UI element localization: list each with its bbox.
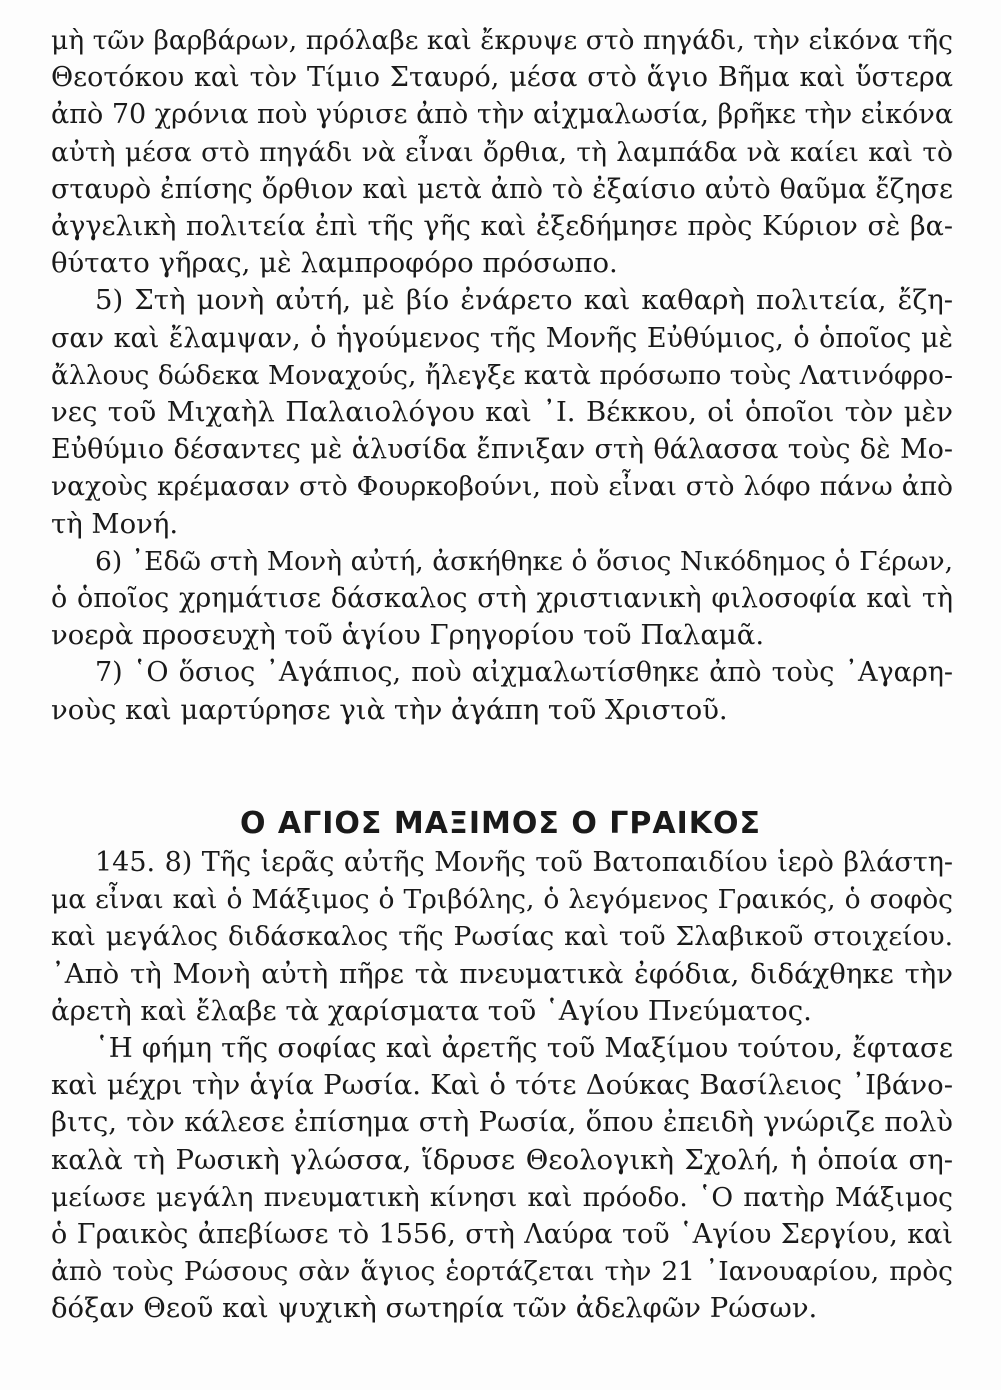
paragraph-item-7 (51, 654, 953, 728)
text-line: ναχοὺς κρέμασαν στὸ Φουρκοβούνι, ποὺ εἶναι στὸ λόφο πάνω ἀπὸ (51, 471, 953, 503)
text-line: ἀγγελικὴ πολιτεία ἐπὶ τῆς γῆς καὶ ἐξεδήμησε πρὸς Κύριον σὲ βα- (51, 211, 953, 243)
text-section-top (51, 22, 953, 729)
text-line: βιτς, τὸν κάλεσε ἐπίσημα στὴ Ρωσία, ὅπου ἐπειδὴ γνώριζε πολὺ (51, 1106, 953, 1139)
text-line: ἀρετὴ καὶ ἔλαβε τὰ χαρίσματα τοῦ ῾Αγίου Πνεύματος. (51, 994, 812, 1027)
text-line: ᾽Απὸ τὴ Μονὴ αὐτὴ πῆρε τὰ πνευματικὰ ἐφόδια, διδάχθηκε τὴν (51, 957, 953, 990)
paragraph-item-5 (51, 282, 953, 542)
text-line: δόξαν Θεοῦ καὶ ψυχικὴ σωτηρία τῶν ἀδελφῶν Ρώσων. (51, 1292, 818, 1325)
text-line: μὴ τῶν βαρβάρων, πρόλαβε καὶ ἔκρυψε στὸ πηγάδι, τὴν εἰκόνα τῆς (51, 25, 953, 56)
text-line: ἄλλους δώδεκα Μοναχούς, ἤλεγξε κατὰ πρόσωπο τοὺς Λατινόφρο- (51, 359, 953, 391)
text-line: μα εἶναι καὶ ὁ Μάξιμος ὁ Τριβόλης, ὁ λεγόμενος Γραικός, ὁ σοφὸς (51, 884, 953, 916)
paragraph-item-6 (51, 543, 953, 655)
text-line: Εὐθύμιο δέσαντες μὲ ἁλυσίδα ἔπνιξαν στὴ θάλασσα τοὺς δὲ Μο- (51, 434, 953, 466)
text-line: αὐτὴ μέσα στὸ πηγάδι νὰ εἶναι ὄρθια, τὴ λαμπάδα νὰ καίει καὶ τὸ (51, 136, 953, 168)
text-line: σταυρὸ ἐπίσης ὄρθιον καὶ μετὰ ἀπὸ τὸ ἐξαίσιο αὐτὸ θαῦμα ἔζησε (51, 173, 953, 205)
text-line: 6) ᾽Εδῶ στὴ Μονὴ αὐτή, ἀσκήθηκε ὁ ὅσιος Νικόδημος ὁ Γέρων, (95, 545, 953, 577)
text-line: 5) Στὴ μονὴ αὐτή, μὲ βίο ἐνάρετο καὶ καθαρὴ πολιτεία, ἔζη- (95, 284, 953, 317)
text-line: ὁ Γραικὸς ἀπεβίωσε τὸ 1556, στὴ Λαύρα τοῦ ῾Αγίου Σεργίου, καὶ (51, 1219, 953, 1251)
text-line: νοὺς καὶ μαρτύρησε γιὰ τὴν ἀγάπη τοῦ Χριστοῦ. (51, 693, 728, 726)
text-line: ἀπὸ 70 χρόνια ποὺ γύρισε ἀπὸ τὴν αἰχμαλωσία, βρῆκε τὴν εἰκόνα (51, 99, 953, 131)
paragraph-item-145 (51, 844, 953, 1030)
paragraph-fame (51, 1030, 953, 1328)
text-line: νες τοῦ Μιχαὴλ Παλαιολόγου καὶ ᾽Ι. Βέκκου, οἱ ὁποῖοι τὸν μὲν (51, 396, 953, 429)
text-line: σαν καὶ ἔλαμψαν, ὁ ἡγούμενος τῆς Μονῆς Εὐθύμιος, ὁ ὁποῖος μὲ (51, 322, 953, 354)
text-line: ἀπὸ τοὺς Ρώσους σὰν ἅγιος ἑορτάζεται τὴν 21 ᾽Ιανουαρίου, πρὸς (51, 1256, 953, 1288)
paragraph-continuation (51, 22, 953, 282)
text-line: καλὰ τὴ Ρωσικὴ γλώσσα, ἵδρυσε Θεολογικὴ Σχολή, ἡ ὁποία ση- (51, 1143, 953, 1176)
text-section-bottom (51, 844, 953, 1328)
text-line: ὁ ὁποῖος χρημάτισε δάσκαλος στὴ χριστιανικὴ φιλοσοφία καὶ τὴ (51, 583, 953, 615)
text-line: νοερὰ προσευχὴ τοῦ ἁγίου Γρηγορίου τοῦ Παλαμᾶ. (51, 619, 765, 652)
text-line: μείωσε μεγάλη πνευματικὴ κίνησι καὶ πρόοδο. ῾Ο πατὴρ Μάξιμος (51, 1181, 953, 1213)
text-line: Θεοτόκου καὶ τὸν Τίμιο Σταυρό, μέσα στὸ ἅγιο Βῆμα καὶ ὕστερα (51, 62, 953, 94)
text-line: καὶ μεγάλος διδάσκαλος τῆς Ρωσίας καὶ τοῦ Σλαβικοῦ στοιχείου. (51, 921, 953, 953)
section-heading: Ο ΑΓΙΟΣ ΜΑΞΙΜΟΣ Ο ΓΡΑΙΚΟΣ (239, 806, 762, 841)
text-line: θύτατο γῆρας, μὲ λαμπροφόρο πρόσωπο. (51, 247, 618, 280)
text-line: ῾Η φήμη τῆς σοφίας καὶ ἀρετῆς τοῦ Μαξίμου τούτου, ἔφτασε (95, 1032, 953, 1065)
text-line: τὴ Μονή. (51, 507, 179, 540)
text-line: 145. 8) Τῆς ἱερᾶς αὐτῆς Μονῆς τοῦ Βατοπαιδίου ἱερὸ βλάστη- (95, 847, 953, 878)
text-line: 7) ῾Ο ὅσιος ᾽Αγάπιος, ποὺ αἰχμαλωτίσθηκε ἀπὸ τοὺς ᾽Αγαρη- (95, 657, 953, 689)
text-line: καὶ μέχρι τὴν ἁγία Ρωσία. Καὶ ὁ τότε Δούκας Βασίλειος ᾽Ιβάνο- (51, 1069, 953, 1102)
